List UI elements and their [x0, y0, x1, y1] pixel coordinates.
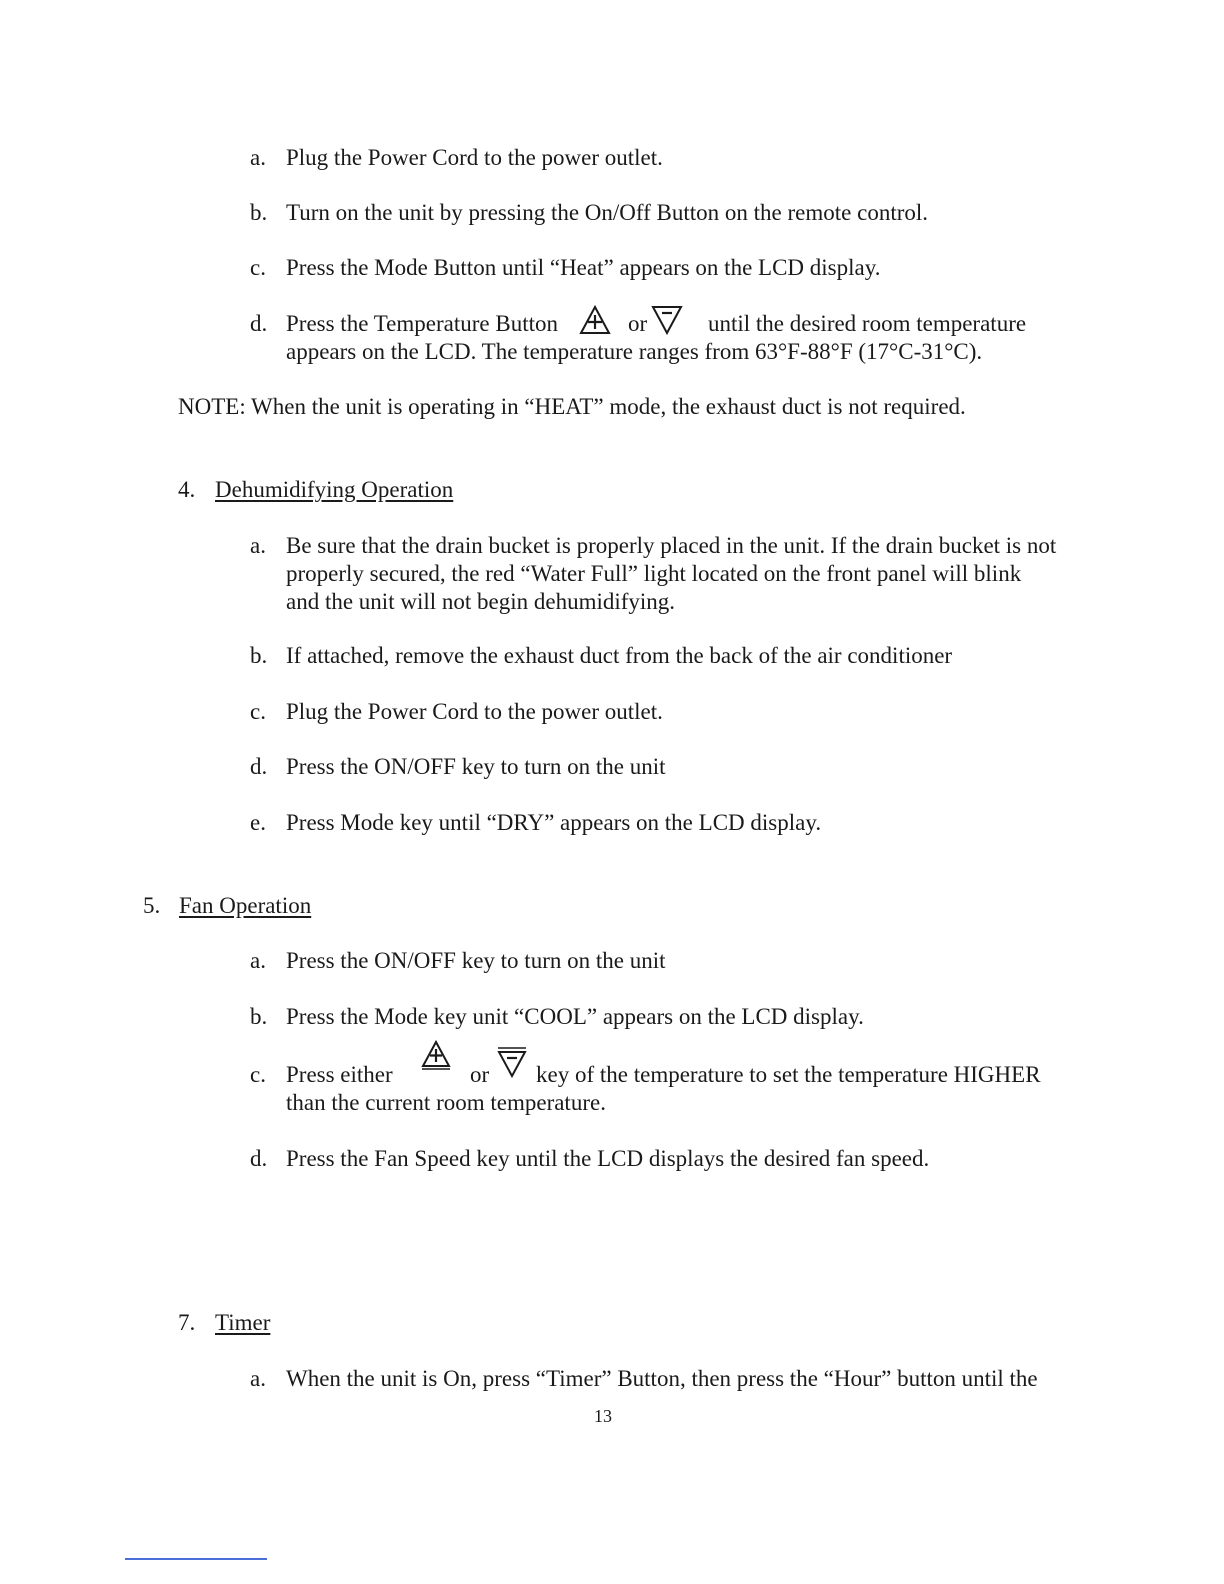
section4-number: 4. — [178, 477, 196, 502]
heat-step-d-line2: appears on the LCD. The temperature ranges from 63°F-88°F (17°C-31°C). — [286, 339, 983, 364]
heat-step-b-marker: b. — [250, 200, 268, 225]
section5-step-a-text: Press the ON/OFF key to turn on the unit — [286, 948, 666, 973]
section4-step-e-marker: e. — [250, 810, 266, 835]
page-number: 13 — [594, 1406, 612, 1426]
section5-step-c-text-before: Press either — [286, 1062, 393, 1087]
heat-step-d-text-before: Press the Temperature Button — [286, 311, 558, 336]
section7-step-a-text: When the unit is On, press “Timer” Button, then press the “Hour” button until the — [286, 1366, 1038, 1391]
section7-number: 7. — [178, 1310, 196, 1335]
section4-title: Dehumidifying Operation — [215, 477, 454, 502]
section4-step-d-marker: d. — [250, 754, 268, 779]
section5-step-c-text-after: key of the temperature to set the temperature HIGHER — [536, 1062, 1041, 1087]
section7-title: Timer — [215, 1310, 271, 1335]
section5-step-c-line2: than the current room temperature. — [286, 1090, 606, 1115]
section5-step-b-marker: b. — [250, 1004, 268, 1029]
section5-step-d-marker: d. — [250, 1146, 268, 1171]
footer-rule — [125, 1558, 267, 1560]
section5-step-c-marker: c. — [250, 1062, 266, 1087]
heat-note: NOTE: When the unit is operating in “HEAT” mode, the exhaust duct is not required. — [178, 394, 966, 419]
section5-step-c-or: or — [470, 1062, 490, 1087]
section4-step-e-text: Press Mode key until “DRY” appears on the LCD display. — [286, 810, 822, 835]
section4-step-a-line3: and the unit will not begin dehumidifying. — [286, 589, 676, 614]
section4-step-b-marker: b. — [250, 643, 268, 668]
heat-step-a-marker: a. — [250, 145, 266, 170]
section4-step-c-text: Plug the Power Cord to the power outlet. — [286, 699, 663, 724]
section5-number: 5. — [143, 893, 161, 918]
heat-step-d-text-after: until the desired room temperature — [708, 311, 1027, 336]
section4-step-a-marker: a. — [250, 533, 266, 558]
temperature-up-icon — [421, 1040, 451, 1070]
temperature-down-icon — [651, 305, 683, 335]
section4-step-b-text: If attached, remove the exhaust duct from the back of the air conditioner — [286, 643, 953, 668]
heat-step-b-text: Turn on the unit by pressing the On/Off Button on the remote control. — [286, 200, 929, 225]
section4-step-c-marker: c. — [250, 699, 266, 724]
heat-step-d-marker: d. — [250, 311, 268, 336]
section4-step-d-text: Press the ON/OFF key to turn on the unit — [286, 754, 666, 779]
heat-step-a-text: Plug the Power Cord to the power outlet. — [286, 145, 663, 170]
temperature-up-icon — [579, 305, 611, 335]
section7-step-a-marker: a. — [250, 1366, 266, 1391]
temperature-down-icon — [497, 1046, 527, 1078]
heat-step-c-marker: c. — [250, 255, 266, 280]
section4-step-a-line1: Be sure that the drain bucket is properly placed in the unit. If the drain bucket is not — [286, 533, 1057, 558]
section5-step-b-text: Press the Mode key unit “COOL” appears on the LCD display. — [286, 1004, 864, 1029]
heat-step-d-or: or — [628, 311, 648, 336]
section5-title: Fan Operation — [179, 893, 312, 918]
section5-step-d-text: Press the Fan Speed key until the LCD displays the desired fan speed. — [286, 1146, 930, 1171]
section4-step-a-line2: properly secured, the red “Water Full” light located on the front panel will blink — [286, 561, 1022, 586]
heat-step-c-text: Press the Mode Button until “Heat” appears on the LCD display. — [286, 255, 881, 280]
section5-step-a-marker: a. — [250, 948, 266, 973]
